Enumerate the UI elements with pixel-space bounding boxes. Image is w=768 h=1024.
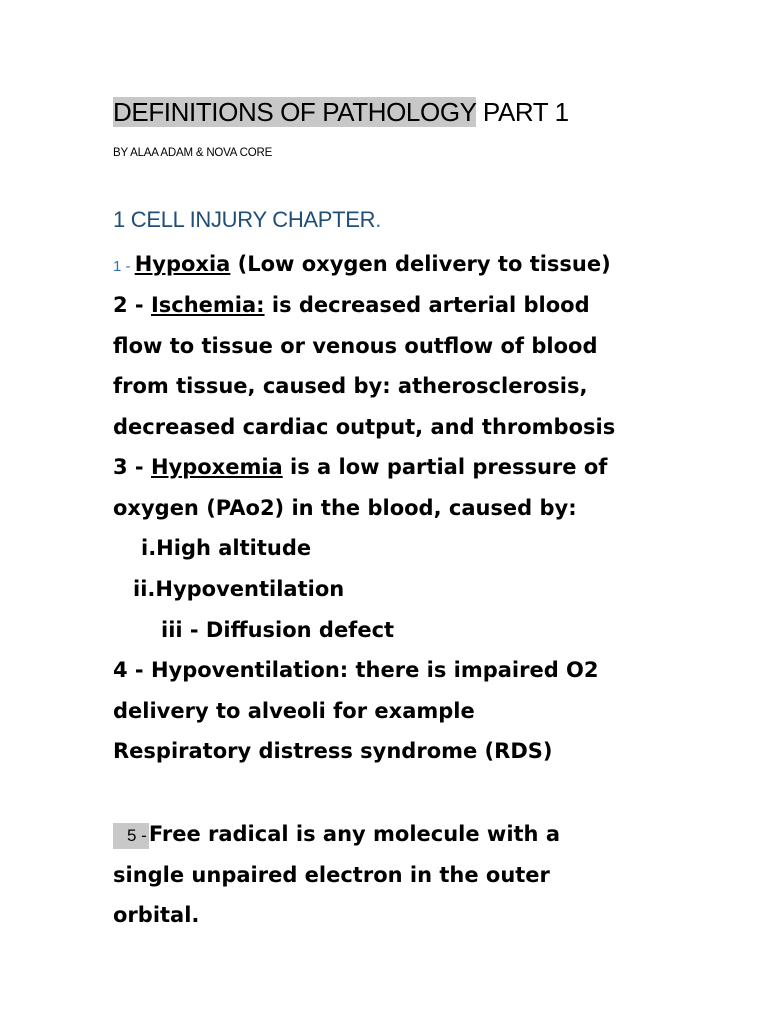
definition-line: Respiratory distress syndrome (RDS): [113, 739, 553, 763]
definition-text: is a low partial pressure of: [282, 455, 608, 479]
term-hypoxia: Hypoxia: [134, 252, 231, 276]
definition-line: oxygen (PAo2) in the blood, caused by:: [113, 496, 577, 520]
definition-hypoxemia: [113, 447, 607, 487]
definition-free-radical: [113, 814, 560, 854]
chapter-heading-period: .: [375, 207, 382, 232]
term-hypoxemia: Hypoxemia: [150, 455, 283, 479]
byline: BY ALAA ADAM & NOVA CORE: [113, 147, 273, 159]
chapter-heading-text: 1 CELL INJURY CHAPTER: [113, 207, 376, 232]
definition-line: delivery to alveoli for example: [113, 699, 475, 723]
document-title: [113, 94, 569, 130]
definition-line: from tissue, caused by: atherosclerosis,: [113, 374, 588, 398]
sub-item: ii.Hypoventilation: [133, 577, 345, 601]
sub-item: iii - Diffusion defect: [161, 618, 395, 642]
sub-item: i.High altitude: [141, 536, 312, 560]
definition-text: (Low oxygen delivery to tissue): [230, 252, 611, 276]
definition-number: 3 -: [113, 455, 151, 479]
definition-line: decreased cardiac output, and thrombosis: [113, 415, 616, 439]
definition-line: orbital.: [113, 903, 200, 927]
term-ischemia: Ischemia:: [150, 293, 265, 317]
definition-number: 1 -: [113, 258, 135, 275]
definition-line: single unpaired electron in the outer: [113, 863, 550, 887]
definition-text: is decreased arterial blood: [264, 293, 590, 317]
chapter-heading: [113, 204, 381, 236]
definition-line: flow to tissue or venous outflow of blood: [113, 334, 598, 358]
definition-ischemia: [113, 285, 590, 325]
definition-number-highlighted: 5 -: [113, 823, 149, 849]
title-rest: PART 1: [476, 97, 569, 127]
definition-text: Free radical is any molecule with a: [148, 822, 560, 846]
definition-hypoxia: [113, 244, 611, 284]
definition-hypoventilation: 4 - Hypoventilation: there is impaired O2: [113, 658, 599, 682]
definition-number: 2 -: [113, 293, 151, 317]
title-highlighted: DEFINITIONS OF PATHOLOGY: [113, 97, 477, 127]
